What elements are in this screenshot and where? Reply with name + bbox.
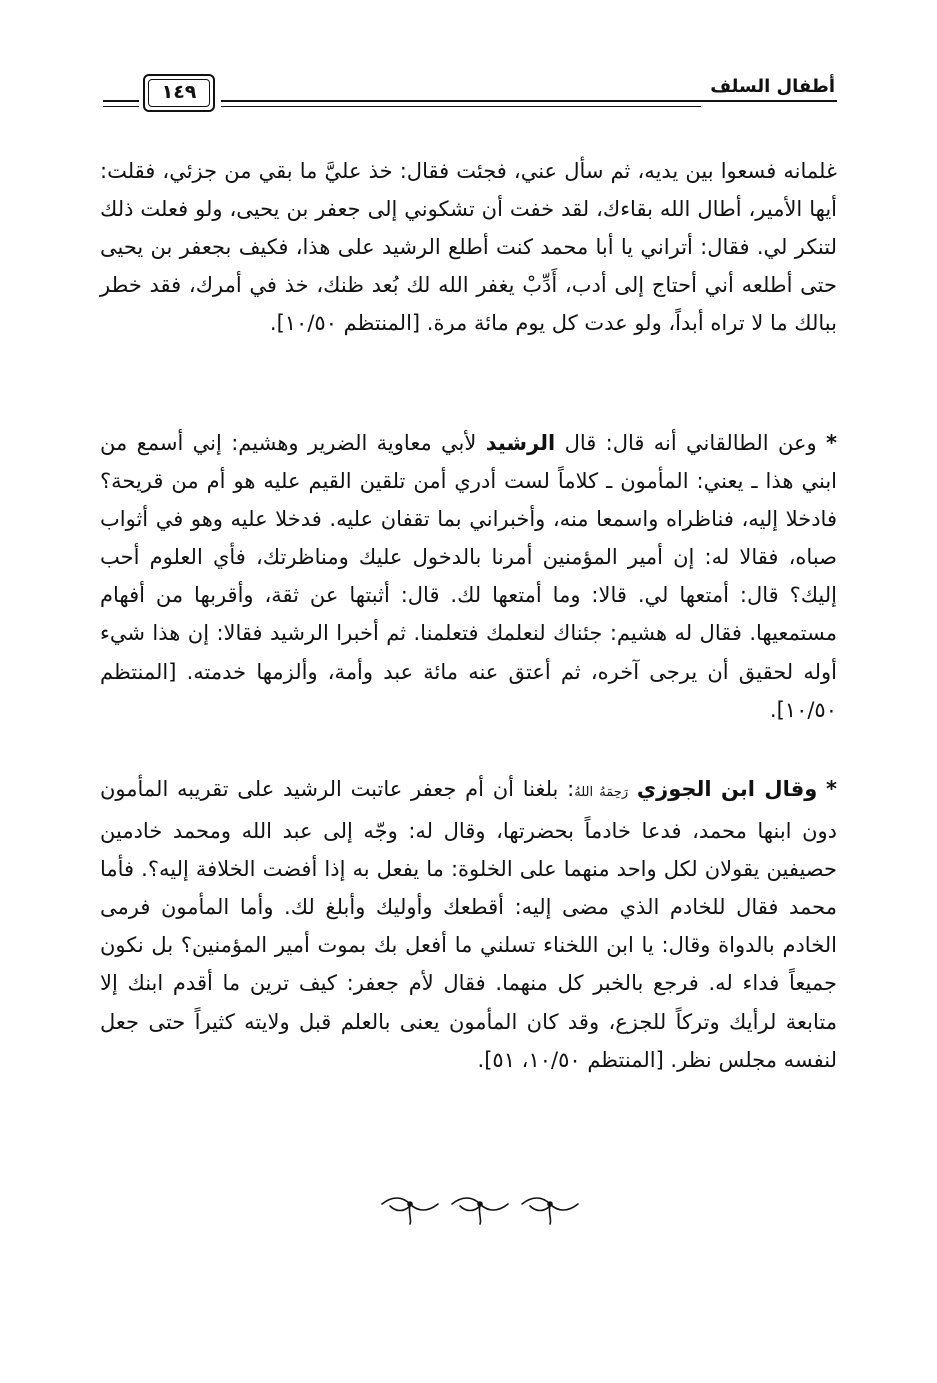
paragraph-1 <box>100 152 837 342</box>
paragraph-marker-star: * <box>826 777 838 801</box>
paragraph-3 <box>100 770 837 1079</box>
paragraph-marker-star: * <box>825 431 837 455</box>
header-rule-left-thin <box>103 106 139 107</box>
fleuron-ornament-icon <box>380 1188 580 1228</box>
running-title: أطفال السلف <box>710 76 835 97</box>
header-rule-right <box>221 100 837 102</box>
paragraph-2-bold-name: الرشيد <box>485 431 556 455</box>
paragraph-2-text <box>100 424 837 729</box>
section-end-ornaments <box>380 1188 580 1228</box>
header-rule-left <box>103 100 139 102</box>
paragraph-3-text <box>100 770 837 1079</box>
paragraph-1-text: غلمانه فسعوا بين يديه، ثم سأل عني، فجئت فقال: خذ عليَّ ما بقي من جزئي، فقلت: أيها الأمير، أطال الله بقاءك، لقد خفت أن تشكوني إلى جعفر بن يحيى، ولو فعلت ذلك لتنكر لي. فقال: أتراني يا أبا محمد كنت أطلع الرشيد على هذا، فكيف بجعفر بن يحيى حتى أطلعه أني أحتاج إلى أدب، أَدِّبْ يغفر الله لك بُعد ظنك، خذ في أمرك، فقد خطر ببالك ما لا تراه أبداً، ولو عدت كل يوم مائة مرة. [المنتظم ١٠/٥٠]. <box>100 159 837 336</box>
paragraph-3-bold-name: وقال ابن الجوزي <box>636 777 818 801</box>
honorific-ligature: رَحِمَهُ اللهُ <box>574 785 629 800</box>
paragraph-2-rest: لأبي معاوية الضرير وهشيم: إني أسمع من ابني هذا ـ يعني: المأمون ـ كلاماً لست أدري أمن تلقين القيم عليه هو أم من قريحة؟ فادخلا إليه، فناظراه واسمعا منه، وأخبراني بما تقفان عليه. فدخلا عليه وهو في أثواب صباه، فقالا له: إن أمير المؤمنين أمرنا بالدخول عليك ومناظرتك، فأي العلوم أحب إليك؟ قال: أمتعها لي. قالا: وما أمتعها لك. قال: أثبتها عن ثقة، وأقربها من أفهام مستمعيها. فقال له هشيم: جئناك لنعلمك فتعلمنا. ثم أخبرا الرشيد فقالا: إن هذا شيء أوله لحقيق أن يرجى آخره، ثم أعتق عنه مائة عبد وأمة، وألزمها خدمته. [المنتظم ١٠/٥٠]. <box>100 431 837 722</box>
page-number-frame <box>143 74 215 112</box>
paragraph-2 <box>100 424 837 729</box>
paragraph-2-lead: وعن الطالقاني أنه قال: قال <box>564 431 817 455</box>
paragraph-3-rest: : بلغنا أن أم جعفر عاتبت الرشيد على تقريبه المأمون دون ابنها محمد، فدعا خادماً بحضرتها، وقال له: وجّه إلى عبد الله ومحمد خادمين حصيفين يقولان لكل واحد منهما على الخلوة: ما يفعل به إذا أفضت الخلافة إليه؟. فأما محمد فقال للخادم الذي مضى إليه: أقطعك وأوليك وأبلغ لك. وأما المأمون فرمى الخادم بالدواة وقال: يا ابن اللخناء تسلني ما أفعل بك بموت أمير المؤمنين؟ بل نكون جميعاً فداء له. فرجع بالخبر كل منهما. فقال لأم جعفر: كيف ترين ما أقدم ابنك إلا متابعة لرأيك وتركاً للجزع، وقد كان المأمون يعنى بالعلم قبل ولايته كثيراً حتى جعل لنفسه مجلس نظر. [المنتظم ١٠/٥٠، ٥١]. <box>100 777 837 1072</box>
header-rule-right-thin <box>221 106 701 107</box>
page-number: ١٤٩ <box>161 81 197 103</box>
